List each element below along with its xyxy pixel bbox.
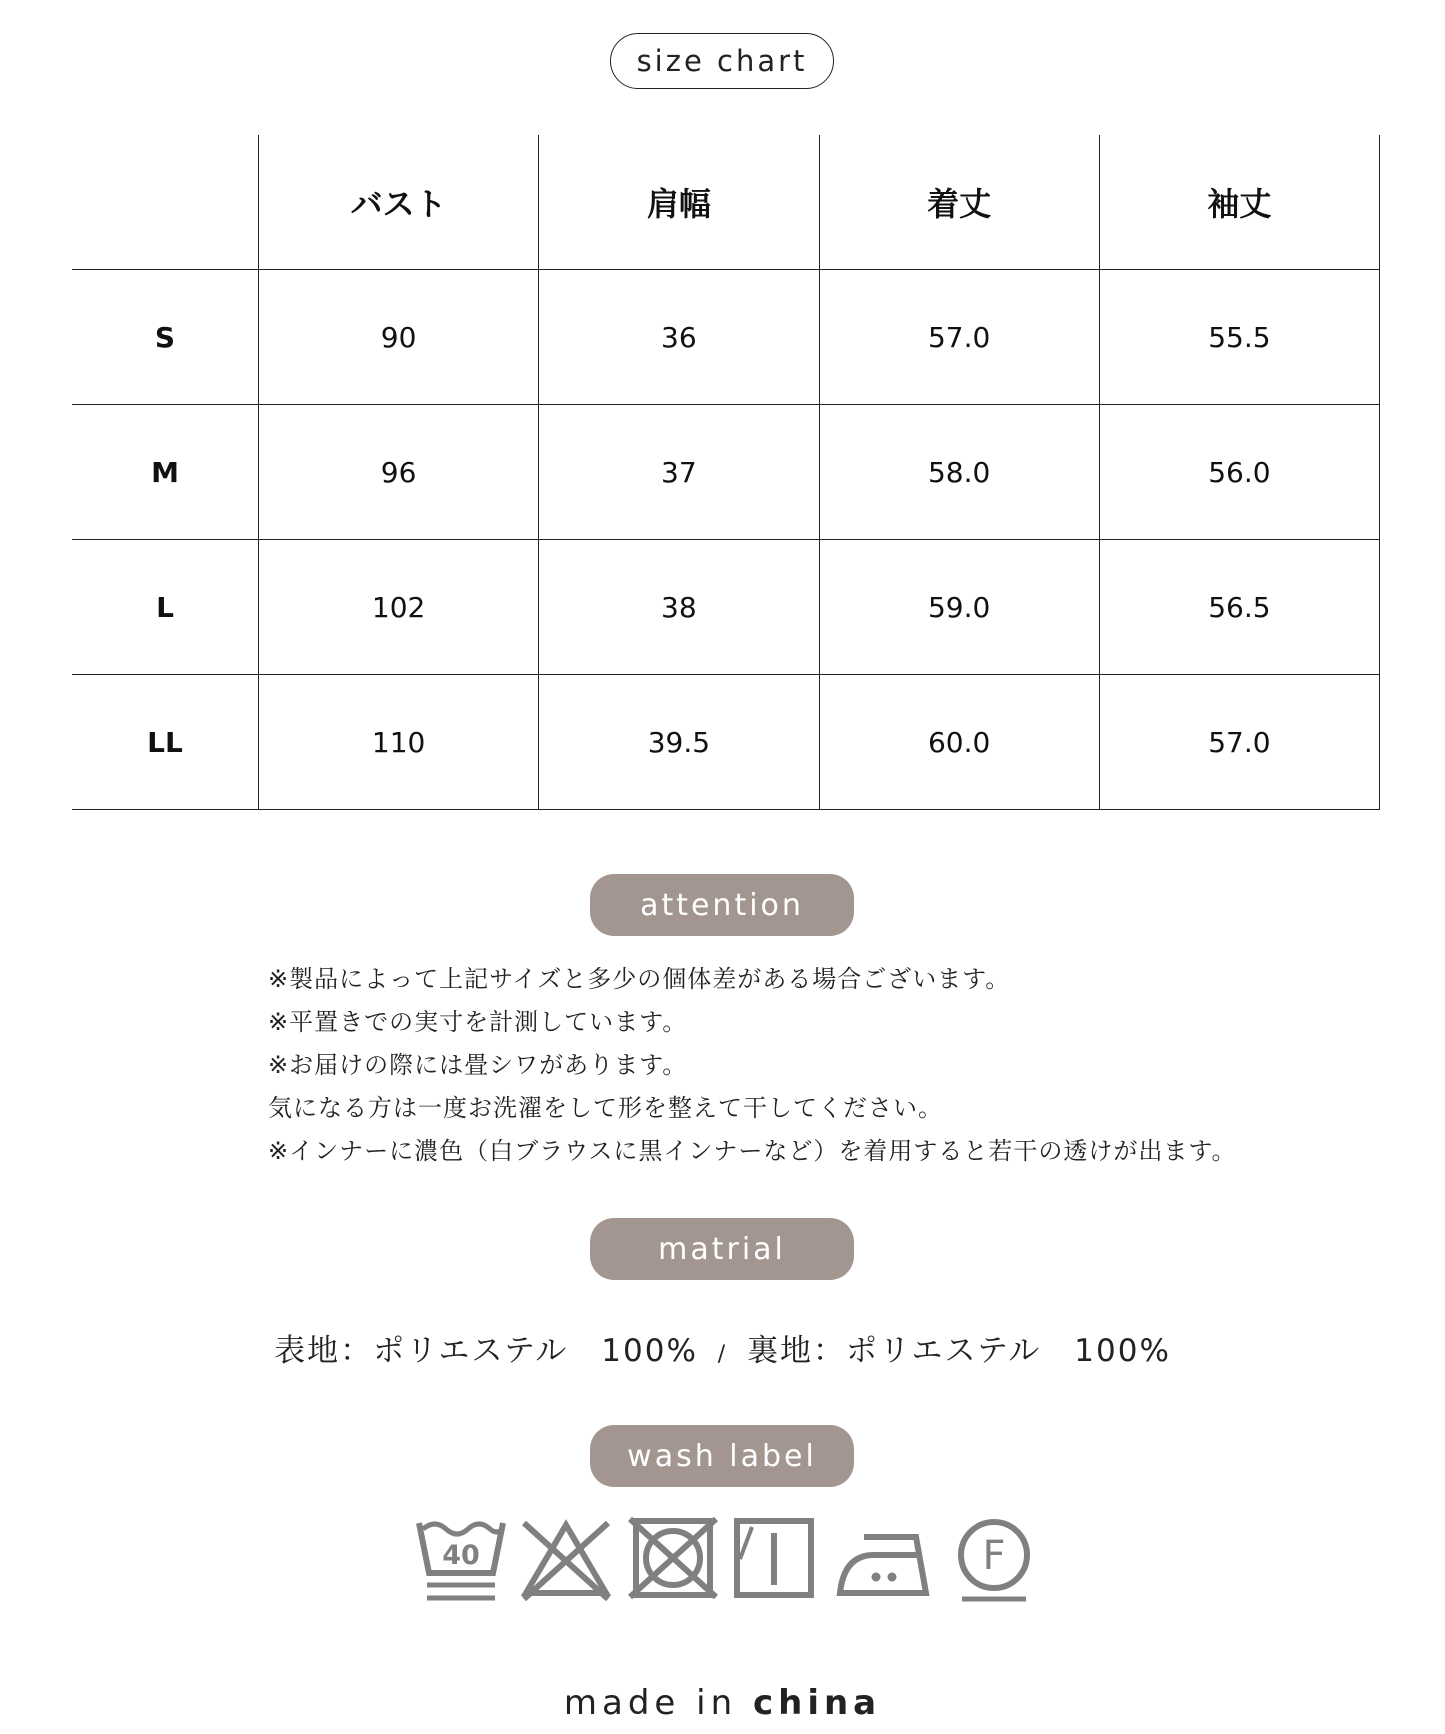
no-tumble-dry-icon [626,1515,720,1601]
header-cell-shoulder: 肩幅 [539,135,819,270]
table-row [72,540,1380,675]
line-dry-icon [732,1515,816,1601]
table-cell: 39.5 [539,675,819,810]
material-separator: / [717,1342,728,1367]
attention-title: attention [590,874,854,936]
table-cell: 36 [539,270,819,405]
note-line: 気になる方は一度お洗濯をして形を整えて干してください。 [268,1094,943,1122]
table-cell: 38 [539,540,819,675]
table-cell: 58.0 [819,405,1099,540]
wash-40-gentle-icon [415,1515,507,1605]
table-cell: 37 [539,405,819,540]
lining-material: 裏地：ポリエステル 100% [747,1333,1171,1369]
note-line: ※お届けの際には畳シワがあります。 [268,1051,688,1079]
size-label: S [72,270,259,405]
outer-material: 表地：ポリエステル 100% [274,1333,698,1369]
size-label: L [72,540,259,675]
table-cell: 60.0 [819,675,1099,810]
table-row [72,675,1380,810]
table-cell: 57.0 [819,270,1099,405]
wash-icons [0,1515,1445,1615]
table-row [72,405,1380,540]
material-title: matrial [590,1218,854,1280]
table-cell: 102 [259,540,539,675]
size-chart-title: size chart [610,33,834,89]
table-header-row [72,135,1380,270]
table-cell: 56.0 [1099,405,1379,540]
header-cell-sleeve: 袖丈 [1099,135,1379,270]
size-table [72,135,1380,810]
header-cell [72,135,259,270]
header-cell-bust: バスト [259,135,539,270]
no-bleach-icon [518,1515,614,1601]
table-cell: 110 [259,675,539,810]
size-label: LL [72,675,259,810]
made-in-prefix: made in [563,1683,738,1723]
table-cell: 55.5 [1099,270,1379,405]
iron-medium-icon [834,1515,932,1601]
table-row [72,270,1380,405]
made-in-text [0,1683,1445,1723]
table-cell: 96 [259,405,539,540]
note-line: ※インナーに濃色（白ブラウスに黒インナーなど）を着用すると若干の透けが出ます。 [268,1137,1237,1165]
material-line [0,1325,1445,1370]
note-line: ※平置きでの実寸を計測しています。 [268,1008,688,1036]
dry-clean-f-icon [954,1515,1034,1605]
made-in-country: china [752,1683,882,1723]
table-cell: 56.5 [1099,540,1379,675]
wash-temp-text: 40 [442,1540,480,1571]
table-cell: 59.0 [819,540,1099,675]
table-cell: 90 [259,270,539,405]
header-cell-length: 着丈 [819,135,1099,270]
attention-notes [268,958,1388,1173]
dry-clean-letter: F [982,1533,1006,1579]
size-label: M [72,405,259,540]
table-cell: 57.0 [1099,675,1379,810]
note-line: ※製品によって上記サイズと多少の個体差がある場合ございます。 [268,965,1011,993]
wash-label-title: wash label [590,1425,854,1487]
